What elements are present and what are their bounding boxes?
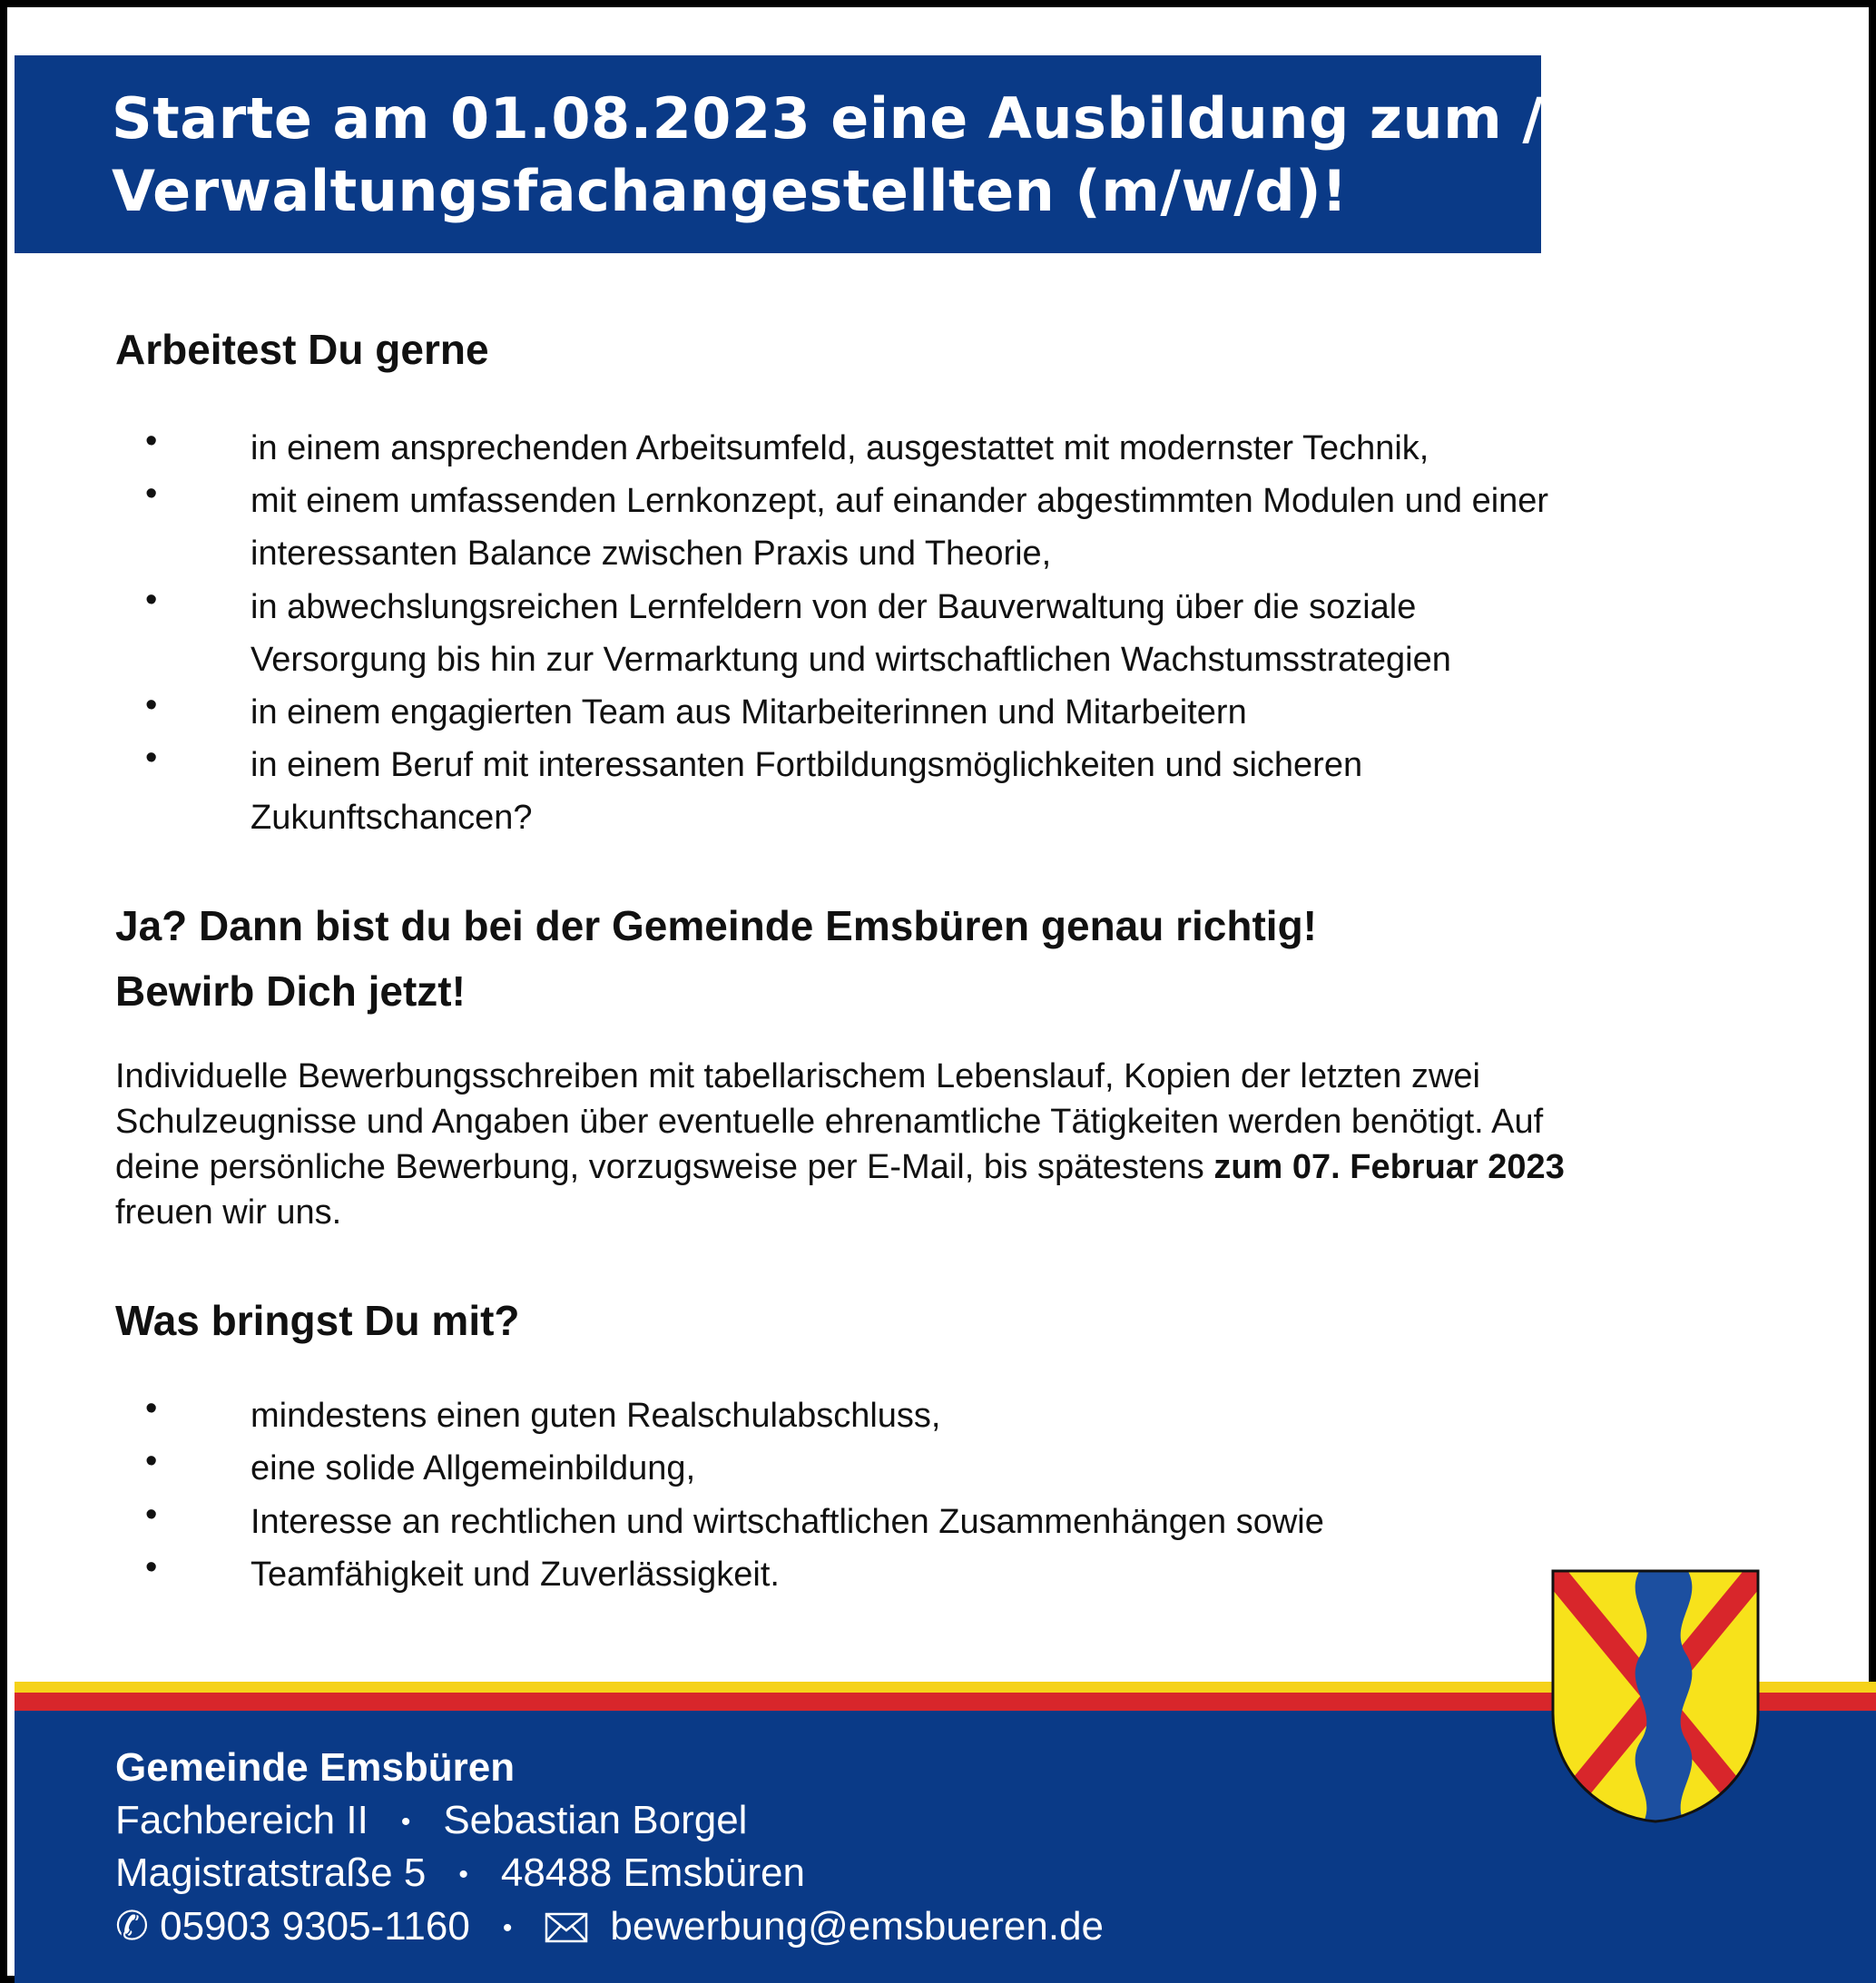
bullet-icon: • — [145, 1389, 158, 1428]
list-item-text: in einem engagierten Team aus Mitarbeiterinnen und Mitarbeitern — [250, 693, 1247, 731]
bullet-icon: • — [145, 1548, 158, 1586]
callout-line-1: Ja? Dann bist du bei der Gemeinde Emsbüren genau richtig! — [115, 902, 1318, 949]
application-text-after: freuen wir uns. — [115, 1193, 342, 1232]
envelope-icon — [545, 1908, 588, 1953]
title-line-2: Verwaltungsfachangestellten (m/w/d)! — [112, 158, 1348, 224]
application-deadline: zum 07. Februar 2023 — [1213, 1148, 1565, 1186]
list-item-text: eine solide Allgemeinbildung, — [250, 1449, 696, 1487]
section1-heading: Arbeitest Du gerne — [115, 326, 489, 373]
list-item-text: in einem Beruf mit interessanten Fortbildungsmöglichkeiten und sicheren Zukunftschancen? — [250, 746, 1363, 837]
callout-line-2: Bewirb Dich jetzt! — [115, 967, 466, 1015]
footer-org: Gemeinde Emsbüren — [115, 1745, 516, 1790]
list-item-text: Interesse an rechtlichen und wirtschaftlichen Zusammenhängen sowie — [250, 1503, 1324, 1541]
footer-department: Fachbereich II — [115, 1798, 368, 1842]
list-item-text: mit einem umfassenden Lernkonzept, auf einander abgestimmten Modulen und einer interessanten Balance zwischen Praxis und Theorie, — [250, 482, 1549, 573]
footer-city: 48488 Emsbüren — [500, 1850, 805, 1895]
title-banner — [15, 55, 1665, 253]
separator-dot: • — [400, 1807, 411, 1838]
application-text — [115, 1054, 1586, 1235]
footer-line-contact — [115, 1903, 1104, 1953]
application-text-before: Individuelle Bewerbungsschreiben mit tabellarischem Lebenslauf, Kopien der letzten zwei Schulzeugnisse und Angaben über eventuelle ehrenamtliche Tätigkeiten werden benötigt. Auf deine persönliche Bewerbung, vorzugsweise per E-Mail, bis spätestens — [115, 1057, 1544, 1186]
footer-line-department — [115, 1798, 747, 1843]
separator-dot: • — [458, 1860, 468, 1890]
coat-of-arms-icon — [1550, 1568, 1761, 1829]
bullet-icon: • — [145, 739, 158, 777]
list-item-text: in abwechslungsreichen Lernfeldern von der Bauverwaltung über die soziale Versorgung bis hin zur Vermarktung und wirtschaftlichen Wachstumsstrategien — [250, 588, 1451, 679]
bullet-icon: • — [145, 1442, 158, 1480]
footer-street: Magistratstraße 5 — [115, 1850, 427, 1895]
bullet-icon: • — [145, 1496, 158, 1534]
list-item-text: Teamfähigkeit und Zuverlässigkeit. — [250, 1556, 780, 1594]
footer-phone: ✆ 05903 9305-1160 — [115, 1904, 470, 1949]
bullet-icon: • — [145, 475, 158, 513]
footer-line-address — [115, 1850, 805, 1896]
footer-email-link[interactable]: bewerbung@emsbueren.de — [610, 1904, 1105, 1949]
separator-dot: • — [502, 1913, 513, 1944]
list-item-text: mindestens einen guten Realschulabschluss, — [250, 1397, 941, 1435]
footer-contact-name: Sebastian Borgel — [443, 1798, 748, 1842]
bullet-icon: • — [145, 581, 158, 619]
section2-heading: Was bringst Du mit? — [115, 1297, 520, 1344]
bullet-icon: • — [145, 686, 158, 724]
list-item-text: in einem ansprechenden Arbeitsumfeld, ausgestattet mit modernster Technik, — [250, 429, 1429, 467]
title-line-1: Starte am 01.08.2023 eine Ausbildung zum / zur — [112, 85, 1665, 152]
bullet-icon: • — [145, 422, 158, 460]
